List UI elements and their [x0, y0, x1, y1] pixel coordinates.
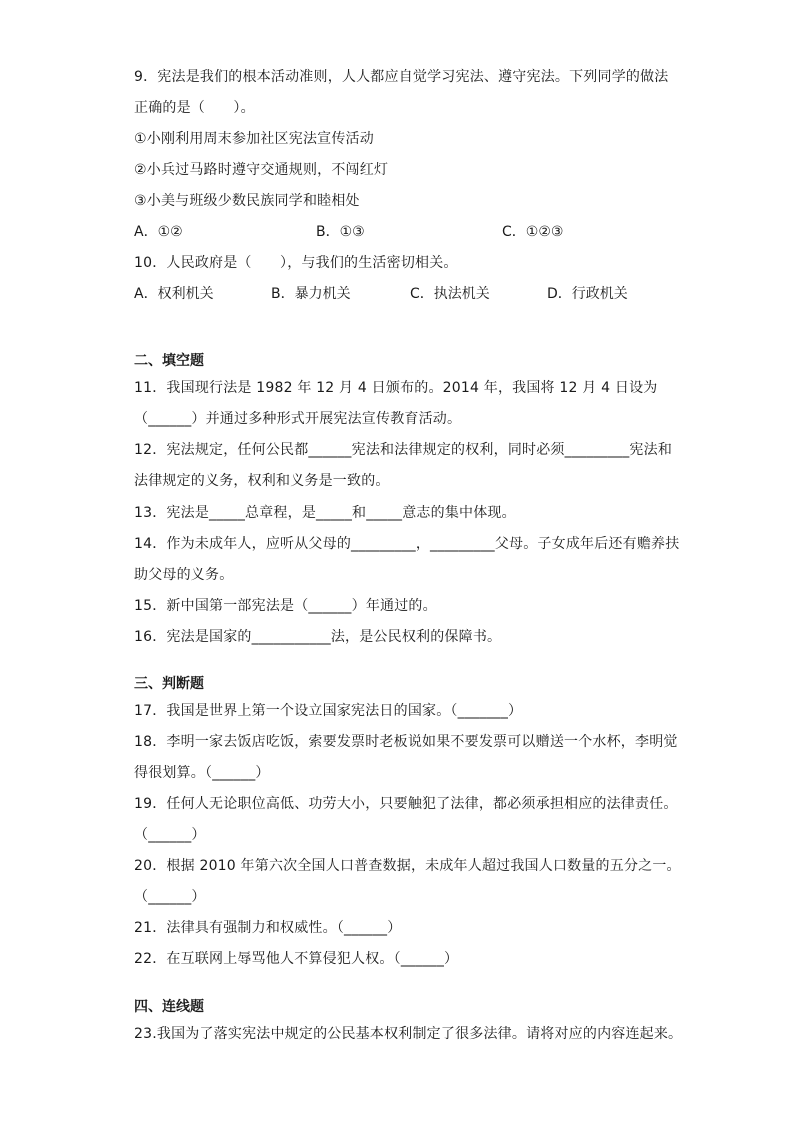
q20-line1: 20．根据 2010 年第六次全国人口普查数据，未成年人超过我国人口数量的五分之一。	[134, 858, 681, 874]
q13-line: 13．宪法是_____总章程，是_____和_____意志的集中体现。	[134, 505, 516, 521]
q15-line: 15．新中国第一部宪法是（______）年通过的。	[134, 598, 437, 614]
q19-line1: 19．任何人无论职位高低、功劳大小，只要触犯了法律，都必须承担相应的法律责任。	[134, 796, 678, 812]
q9-item-2: ②小兵过马路时遵守交通规则，不闯红灯	[134, 162, 389, 178]
q11-line1: 11．我国现行法是 1982 年 12 月 4 日颁布的。2014 年，我国将 12 月 4 日设为	[134, 380, 658, 396]
q14-line1: 14．作为未成年人，应听从父母的_________，_________父母。子女成年后还有赡养扶	[134, 536, 680, 552]
q9-stem-line2: 正确的是（ ）。	[134, 100, 255, 116]
q12-line1: 12．宪法规定，任何公民都______宪法和法律规定的权利，同时必须_________宪法和	[134, 442, 673, 458]
section-title-fill-in: 二、填空题	[134, 353, 204, 369]
q22-line: 22．在互联网上辱骂他人不算侵犯人权。（______）	[134, 951, 459, 967]
q11-line2: （______）并通过多种形式开展宪法宣传教育活动。	[134, 411, 462, 427]
q18-line2: 得很划算。（______）	[134, 765, 270, 781]
q19-line2: （______）	[134, 827, 206, 843]
q10-option-b: B．暴力机关	[271, 286, 351, 302]
q20-line2: （______）	[134, 889, 206, 905]
q18-line1: 18．李明一家去饭店吃饭，索要发票时老板说如果不要发票可以赠送一个水杯，李明觉	[134, 734, 678, 750]
q9-stem-line1: 9．宪法是我们的根本活动准则，人人都应自觉学习宪法、遵守宪法。下列同学的做法	[134, 69, 669, 85]
q10-stem: 10．人民政府是（ ），与我们的生活密切相关。	[134, 255, 458, 271]
q14-line2: 助父母的义务。	[134, 567, 234, 583]
q21-line: 21．法律具有强制力和权威性。（______）	[134, 920, 402, 936]
q17-line: 17．我国是世界上第一个设立国家宪法日的国家。（_______）	[134, 703, 523, 719]
q9-option-b: B．①③	[316, 224, 365, 240]
q23-line: 23.我国为了落实宪法中规定的公民基本权利制定了很多法律。请将对应的内容连起来。	[134, 1026, 683, 1042]
q9-item-1: ①小刚利用周末参加社区宪法宣传活动	[134, 131, 374, 147]
section-title-matching: 四、连线题	[134, 999, 204, 1015]
section-title-true-false: 三、判断题	[134, 676, 204, 692]
q10-option-d: D．行政机关	[547, 286, 628, 302]
q12-line2: 法律规定的义务，权利和义务是一致的。	[134, 473, 390, 489]
q9-item-3: ③小美与班级少数民族同学和睦相处	[134, 193, 360, 209]
q16-line: 16．宪法是国家的___________法，是公民权利的保障书。	[134, 629, 502, 645]
q10-option-a: A．权利机关	[134, 286, 214, 302]
q10-option-c: C．执法机关	[410, 286, 490, 302]
q9-option-c: C．①②③	[502, 224, 564, 240]
q9-option-a: A．①②	[134, 224, 183, 240]
